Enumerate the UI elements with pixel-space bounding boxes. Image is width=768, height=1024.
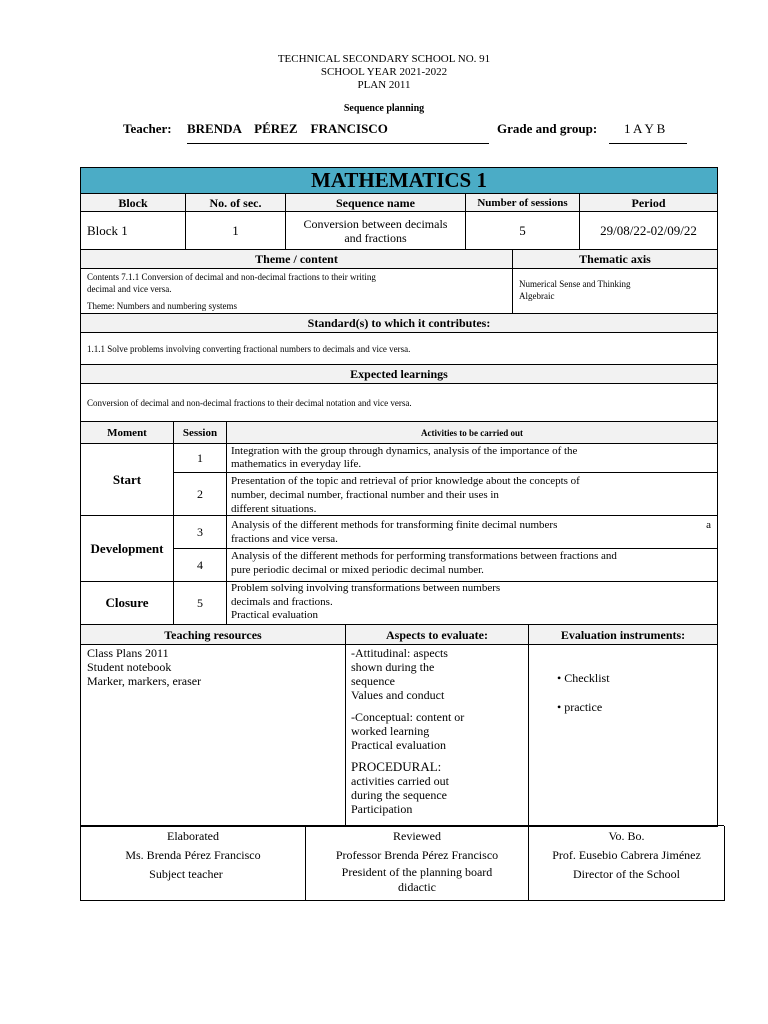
session-number: 3: [174, 516, 227, 549]
sequence-name-value: Conversion between decimals and fractions: [286, 212, 466, 250]
moment-header: Moment: [81, 422, 174, 444]
session-activity: Analysis of the different methods for performing transformations between fractions and pure periodic decimal or mixed periodic decimal number.: [227, 549, 718, 582]
moment-closure: Closure: [81, 582, 174, 625]
session-number: 2: [174, 473, 227, 516]
sessions-header: Number of sessions: [466, 194, 580, 212]
signature-reviewed: Reviewed Professor Brenda Pérez Francisco President of the planning board didactic: [306, 826, 529, 901]
plan-label: PLAN 2011: [357, 79, 411, 91]
thematic-axis-header: Thematic axis: [513, 250, 718, 269]
signature-vobo: Vo. Bo. Prof. Eusebio Cabrera Jiménez Director of the School: [529, 826, 725, 901]
teacher-underline: [187, 143, 489, 144]
learnings-header: Expected learnings: [81, 365, 718, 384]
moment-start: Start: [81, 444, 174, 516]
session-number: 1: [174, 444, 227, 473]
planning-table: [80, 167, 718, 826]
signatures-table: [80, 825, 724, 901]
block-value: Block 1: [81, 212, 186, 250]
session-number: 5: [174, 582, 227, 625]
doc-title: Sequence planning: [343, 103, 425, 114]
period-header: Period: [580, 194, 718, 212]
grade-value: 1 A Y B: [624, 121, 666, 136]
session-activity: Problem solving involving transformations between numbers decimals and fractions. Practical evaluation: [227, 582, 718, 625]
activities-header: Activities to be carried out: [227, 422, 718, 444]
teacher-label: Teacher:: [123, 121, 172, 136]
session-header: Session: [174, 422, 227, 444]
teaching-resources-list: Class Plans 2011 Student notebook Marker, markers, eraser: [81, 645, 346, 827]
thematic-axis-value: Numerical Sense and Thinking Algebraic: [513, 269, 718, 314]
sec-header: No. of sec.: [186, 194, 286, 212]
grade-underline: [609, 143, 687, 144]
teacher-name: BRENDA PÉREZ FRANCISCO: [187, 121, 388, 136]
instruments-list: • Checklist • practice: [529, 645, 718, 827]
block-header: Block: [81, 194, 186, 212]
session-activity: Presentation of the topic and retrieval of prior knowledge about the concepts of number, decimal number, fractional number and their uses in different situations.: [227, 473, 718, 516]
signature-elaborated: Elaborated Ms. Brenda Pérez Francisco Subject teacher: [81, 826, 306, 901]
grade-label: Grade and group:: [497, 121, 598, 136]
theme-content: Contents 7.1.1 Conversion of decimal and non-decimal fractions to their writing decimal and vice versa. Theme: Numbers and numbering systems: [81, 269, 513, 314]
session-activity: Integration with the group through dynamics, analysis of the importance of the mathematics in everyday life.: [227, 444, 718, 473]
moment-development: Development: [81, 516, 174, 582]
sec-value: 1: [186, 212, 286, 250]
period-value: 29/08/22-02/09/22: [580, 212, 718, 250]
sessions-value: 5: [466, 212, 580, 250]
aspects-header: Aspects to evaluate:: [346, 625, 529, 645]
theme-header: Theme / content: [81, 250, 513, 269]
standards-text: 1.1.1 Solve problems involving converting fractional numbers to decimals and vice versa.: [81, 333, 718, 365]
standards-header: Standard(s) to which it contributes:: [81, 314, 718, 333]
learnings-text: Conversion of decimal and non-decimal fractions to their decimal notation and vice versa.: [81, 384, 718, 422]
session-activity: Analysis of the different methods for transforming finite decimal numbers a fractions and vice versa.: [227, 516, 718, 549]
aspects-list: -Attitudinal: aspects shown during the sequence Values and conduct -Conceptual: content or worked learning Practical evaluation PROCEDURAL: activities carried out during the sequence Participation: [346, 645, 529, 827]
sequence-name-header: Sequence name: [286, 194, 466, 212]
teaching-resources-header: Teaching resources: [81, 625, 346, 645]
subject-banner: MATHEMATICS 1: [81, 168, 718, 194]
school-year: SCHOOL YEAR 2021-2022: [320, 66, 448, 78]
instruments-header: Evaluation instruments:: [529, 625, 718, 645]
school-name: TECHNICAL SECONDARY SCHOOL NO. 91: [277, 53, 491, 65]
session-number: 4: [174, 549, 227, 582]
